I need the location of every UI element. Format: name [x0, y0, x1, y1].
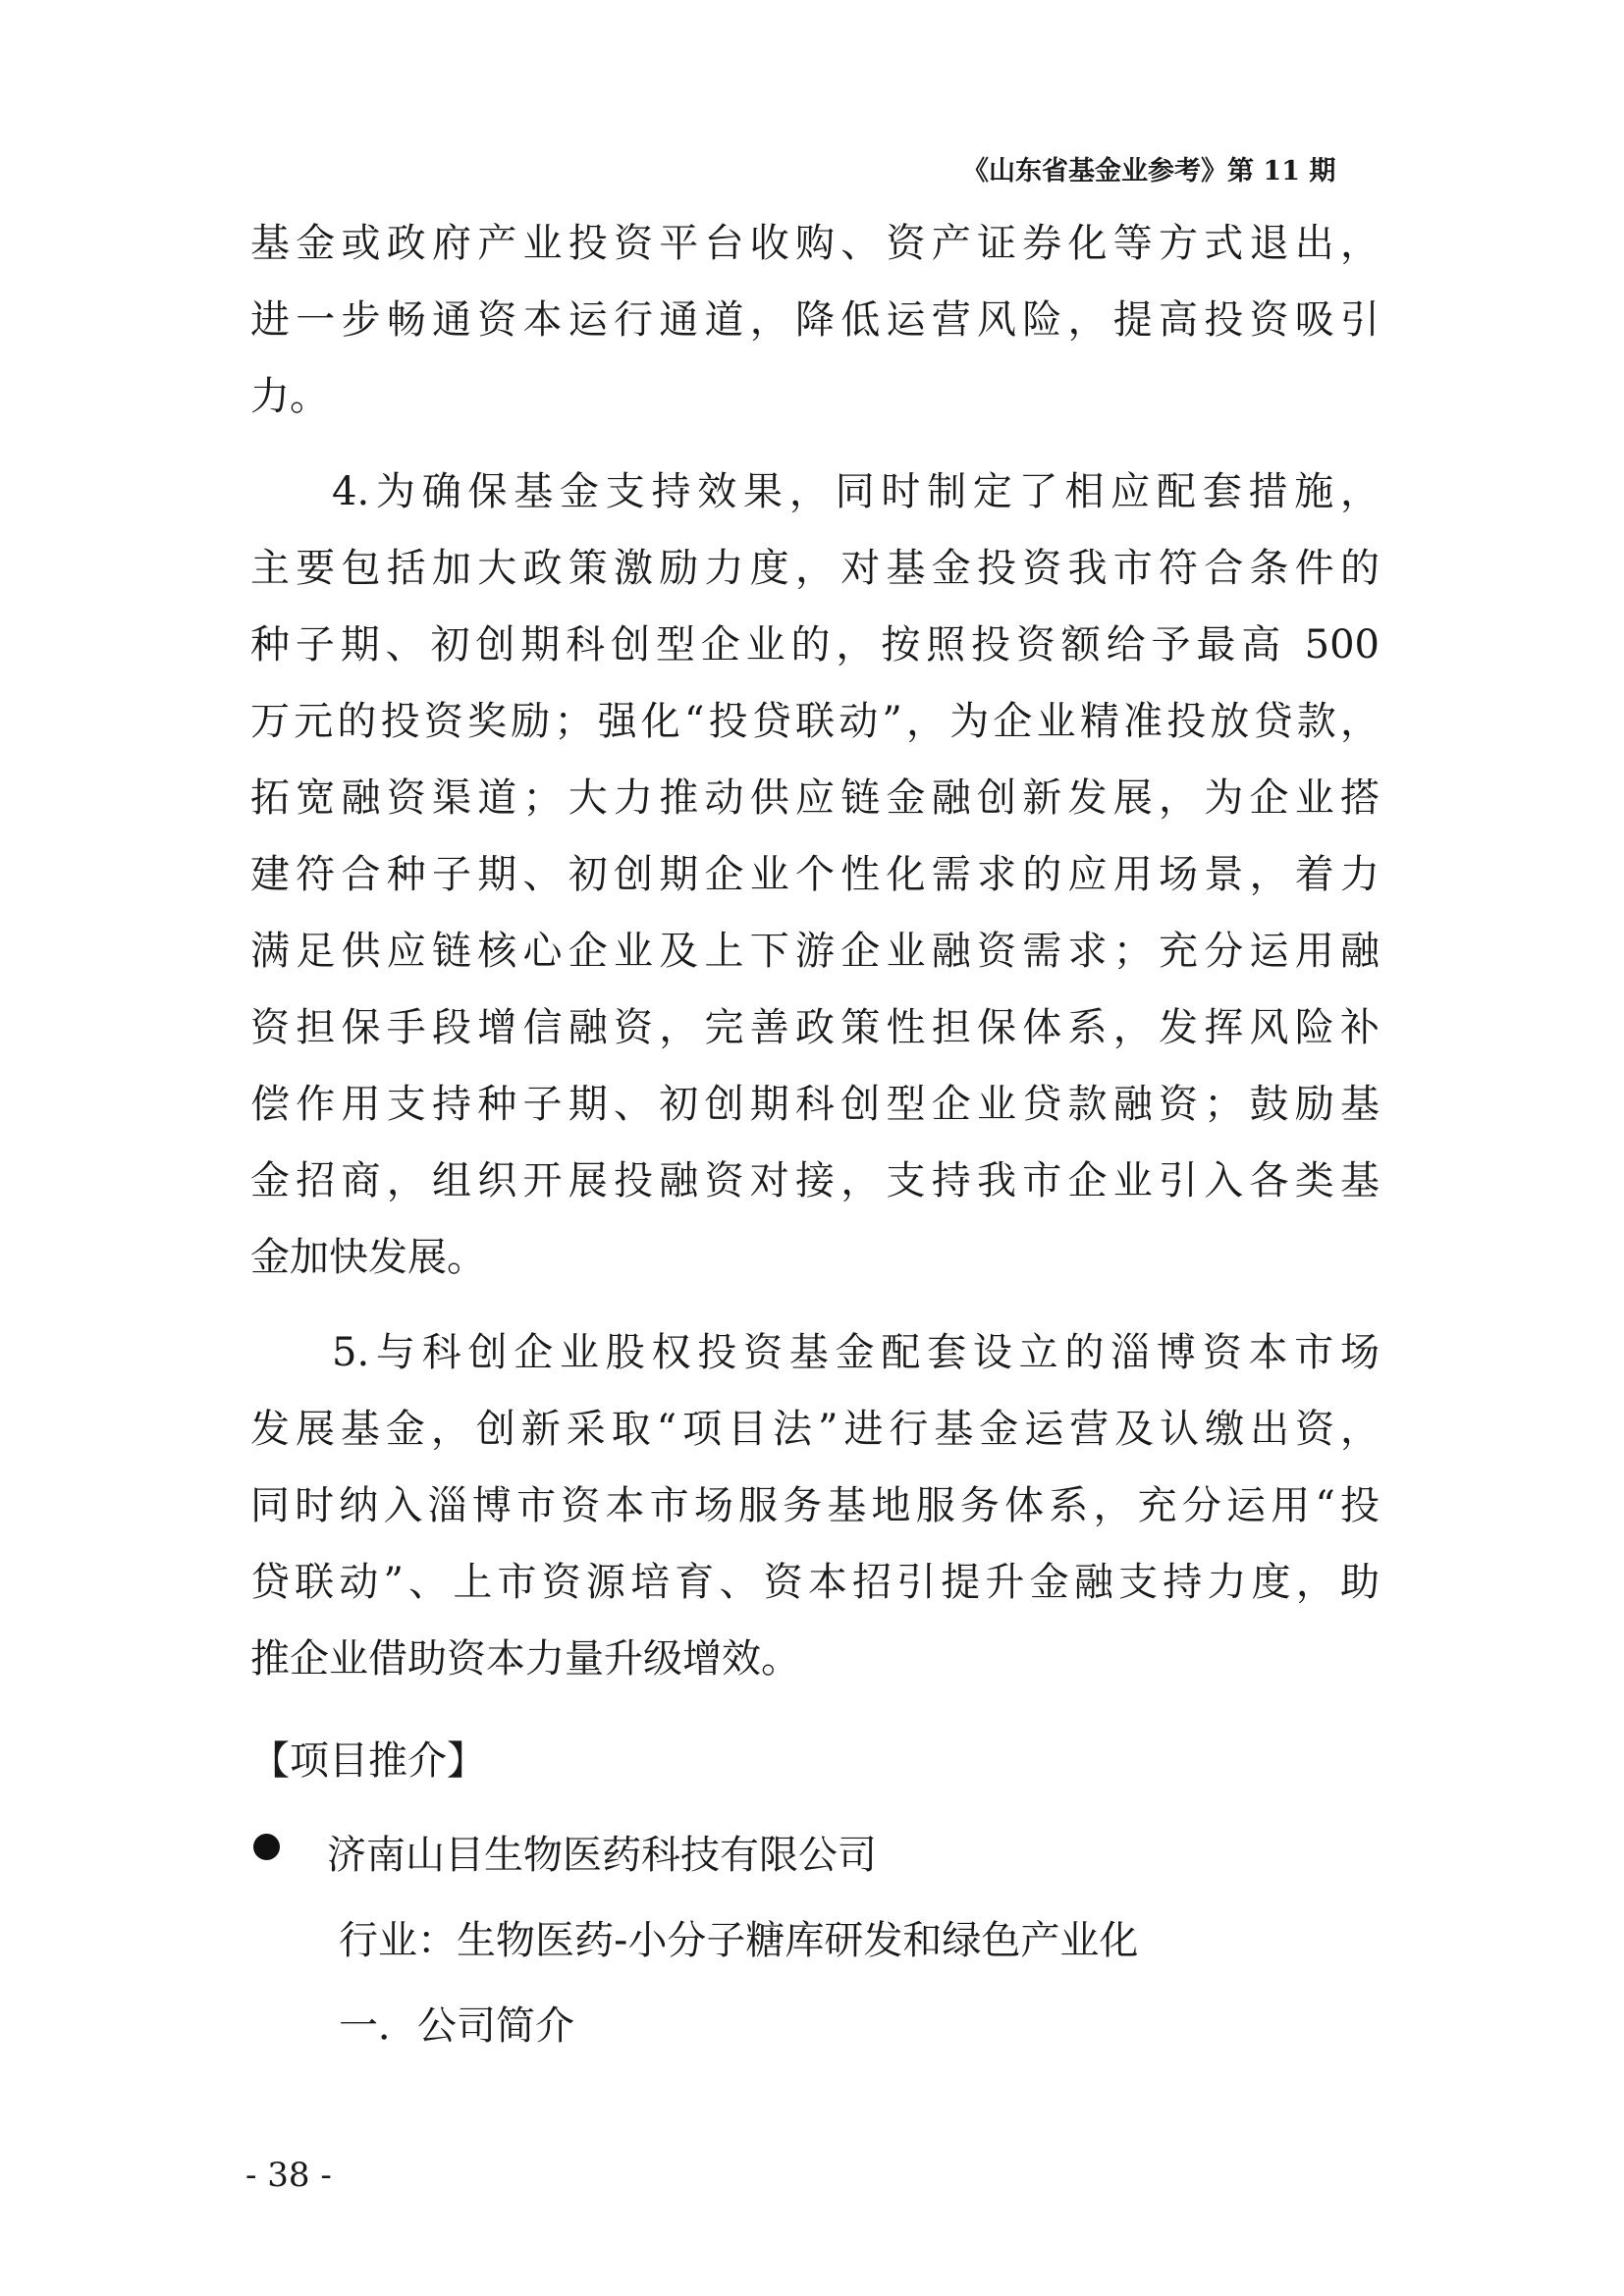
company-name: 济南山目生物医药科技有限公司: [327, 1833, 877, 1878]
text-line: 拓宽融资渠道；大力推动供应链金融创新发展，为企业搭: [250, 775, 1380, 821]
text-line: 力。: [250, 374, 329, 419]
text-line: 同时纳入淄博市资本市场服务基地服务体系，充分运用“投: [250, 1483, 1380, 1528]
text-line: 偿作用支持种子期、初创期科创型企业贷款融资；鼓励基: [250, 1082, 1380, 1127]
text-line: 万元的投资奖励；强化“投贷联动”，为企业精准投放贷款，: [250, 699, 1380, 744]
section-heading: 【项目推介】: [250, 1738, 486, 1784]
text-line: 贷联动”、上市资源培育、资本招引提升金融支持力度，助: [250, 1560, 1380, 1605]
running-header: 《山东省基金业参考》第 11 期: [962, 156, 1336, 187]
text-line: 进一步畅通资本运行通道，降低运营风险，提高投资吸引: [250, 297, 1380, 343]
text-line: 满足供应链核心企业及上下游企业融资需求；充分运用融: [250, 929, 1380, 974]
industry-line: 行业：生物医药-小分子糖库研发和绿色产业化: [339, 1918, 1139, 1963]
text-line: 主要包括加大政策激励力度，对基金投资我市符合条件的: [250, 546, 1380, 591]
text-line: 种子期、初创期科创型企业的，按照投资额给予最高 500: [250, 622, 1380, 667]
text-line: 5.与科创企业股权投资基金配套设立的淄博资本市场: [332, 1330, 1380, 1375]
text-line: 推企业借助资本力量升级增效。: [250, 1636, 800, 1682]
text-line: 建符合种子期、初创期企业个性化需求的应用场景，着力: [250, 852, 1380, 897]
text-line: 金招商，组织开展投融资对接，支持我市企业引入各类基: [250, 1158, 1380, 1203]
bullet-icon: [253, 1834, 280, 1860]
subsection-heading: 一．公司简介: [339, 2003, 574, 2049]
text-line: 基金或政府产业投资平台收购、资产证券化等方式退出，: [250, 221, 1380, 266]
text-line: 资担保手段增信融资，完善政策性担保体系，发挥风险补: [250, 1005, 1380, 1050]
text-line: 发展基金，创新采取“项目法”进行基金运营及认缴出资，: [250, 1407, 1380, 1452]
page-number: - 38 -: [245, 2156, 332, 2195]
text-line: 4.为确保基金支持效果，同时制定了相应配套措施，: [332, 469, 1380, 514]
text-line: 金加快发展。: [250, 1235, 486, 1280]
